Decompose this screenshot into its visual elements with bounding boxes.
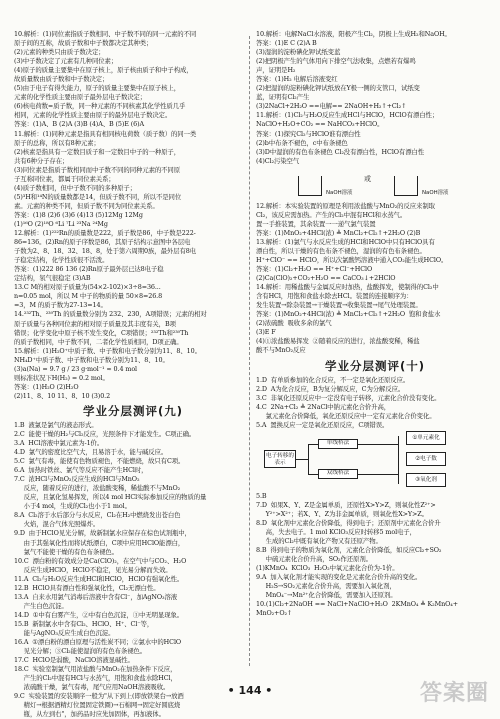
right-answers-block-4 <box>256 492 494 619</box>
answer-line: (4)①浓盐酸易挥发 ②随着反应的进行，浓盐酸变稀，稀盐 <box>256 337 420 346</box>
answer-line: 5.C 氯气有毒，能使有色物质褪色，不能燃烧，故只有C项。 <box>14 457 185 466</box>
answer-line: (2)元素的种类只由质子数决定； <box>14 48 105 57</box>
answer-line: 答案：(1)MnO₂+4HCl(浓) ≜ MnCl₂+Cl₂↑+2H₂O 饱和食盐水 <box>256 310 441 319</box>
answer-line: =3，M 的质子数为27-13=14。 <box>14 301 107 310</box>
answer-line: n=0.05 mol，所以 M 中子的物质的量 50×8=26.8 <box>14 292 163 301</box>
answer-line: 2.D A为化合反应，B为复分解反应，C为分解反应。 <box>256 384 405 393</box>
answer-line: 14.D ①中有白雾产生，②中有白色沉淀，③中无明显现象。 <box>14 610 184 619</box>
answer-line: 氯气不能使干燥的有色布条褪色。 <box>14 547 119 556</box>
answer-line: 9.A 加入氧化剂才能实现的变化是元素化合价升高的变化。 <box>256 573 422 582</box>
connector <box>358 474 398 475</box>
answer-line: 能与AgNO₃反应生成白色沉淀。 <box>14 629 115 637</box>
answer-line: 故质量数由质子数和中子数决定； <box>14 75 109 84</box>
answer-line: 原子的总称，所以有8种元素； <box>14 138 100 147</box>
answer-line: 反应，且氯化氢易挥发，所以4 mol HCl实际参加反应的物质的量 <box>14 493 207 502</box>
left-column <box>14 30 252 719</box>
answer-line: 由于其强氧化性而将试纸漂白，C项中应用HClO能漂白， <box>14 538 185 547</box>
answer-line: H₂S→SO₂元素化合价升高，需要加入氧化剂， <box>256 582 396 591</box>
answer-line: 17.C HClO是弱酸，NaClO溶液显碱性。 <box>14 656 134 665</box>
answer-line: MnO₂+O₂↑ <box>256 609 293 618</box>
answer-line: 12.解析：本实验装置的原理是利用浓盐酸与MnO₂的反应来制取 <box>256 201 435 210</box>
connector <box>308 444 318 445</box>
answer-line: 12.解析：(1)²²²Rn的质量数是222，质子数是86，中子数是222- <box>14 229 196 238</box>
answer-line: 精灯→根据酒精灯位置固定铁圈)→石棉网→固定好圆底烧 <box>14 701 181 710</box>
left-answers-block-1 <box>14 30 252 401</box>
answer-line: 7.D 如果X、Y、Z是金属单质，还原性X>Y>Z，则氧化性Z²⁺> <box>256 500 436 509</box>
answer-line: 6.A 加热时铁丝、氯气等反应不能产生HCl时， <box>14 466 148 475</box>
connector <box>308 444 309 474</box>
box-right-3: ③氧化剂 <box>406 473 446 487</box>
section-title-10: 学业分层测评(十) <box>324 358 425 373</box>
answer-line: (3)a(Na) = 9.7 g / 23 g·mol⁻¹ ≈ 0.4 mol <box>14 364 138 373</box>
page-number: • 144 • <box>227 684 273 697</box>
answer-line: 86=136。(2)Rn的原子序数是86，其原子结构示意图中各层电 <box>14 238 191 247</box>
connector <box>398 436 399 484</box>
connector <box>308 474 318 475</box>
answer-line: 答案：(1)8 (2)6 (3)6 (4)13 (5)12Mg 12Mg <box>14 210 143 219</box>
answer-line: 1.B 液氯是氯气的液态形式。 <box>14 420 98 429</box>
answer-line: 含有HCl，用饱和食盐水除去HCl。装置的连接顺序为： <box>256 292 413 301</box>
answer-line: (1)¹⁶O (2)¹⁸O ⁶Li ⁷Li ²³Na ²⁴Mg <box>14 219 108 228</box>
answer-line: NH₄D⁺中质子数、中子数和电子数分别为11、8、10。 <box>14 355 169 364</box>
answer-line: 答案：(1)探究Cl₂与HClO谁有漂白性 <box>256 129 361 138</box>
answer-line: 4.C 2Na+Cl₂ ≜ 2NaCl中钠元素化合价升高， <box>256 402 391 411</box>
answer-line: 11.解析：(1)Cl₂与H₂O反应生成HCl与HClO，HClO有漂白性； <box>256 111 439 120</box>
answer-line: 7.C 浓HCl与MnO₂反应生成的HCl与MnO₂ <box>14 475 140 484</box>
answer-line: 5.B <box>256 491 267 500</box>
right-answers-block-3 <box>256 376 494 430</box>
answer-line: Cl₂，该反应需加热。产生的Cl₂中混有HCl和水蒸气。 <box>256 210 407 219</box>
answer-line: 相同，元素的化学性质主要由原子的最外层电子数决定。 <box>14 111 172 120</box>
answer-line: 14.解析：用稀盐酸与金属反应时加热，盐酸挥发，使制得的Cl₂中 <box>256 283 439 292</box>
answer-line: (2)b中布条不褪色，c中布条褪色 <box>256 138 348 147</box>
answer-line: (4)质子数相同，但中子数不同的多种原子； <box>14 183 136 192</box>
answer-line: 子互称同位素，都属于同位素关系； <box>14 174 115 183</box>
answer-line: (5)³H和¹⁴N的质量数都是14，但质子数不同，所以不是同位 <box>14 192 182 201</box>
box-double-bridge: 双线桥法 <box>318 469 358 479</box>
answer-line: 3.C 非氧化还原反应中一定没有电子转移，元素化合价没有变化。 <box>256 393 441 402</box>
watermark: 答案圈 <box>420 681 490 706</box>
answer-line: 火焰，混合气体光照爆炸。 <box>14 520 100 529</box>
answer-line: (2)把阴极产生的气体用向下排空气法收集，点燃若有爆鸣 <box>256 57 416 66</box>
answer-line: 置一手推装置，其余装置一一递气氯气装置 <box>256 219 376 228</box>
answer-line: (2)核素是指具有一定数目质子和一定数目中子的一种原子， <box>14 147 181 156</box>
answer-line: 1.D 有单质参加的化合反应，不一定是氧化还原反应。 <box>256 375 410 384</box>
answer-line: 14.²³²Th、²³⁰Th 的质量数分别为 232、230，A项错误；元素的相对 <box>14 310 207 319</box>
answer-line: 2.C 能使干燥的H₂与Cl₂反应，光照条件下才能发生。C项正确。 <box>14 429 196 438</box>
section-title-9: 学业分层测评(九) <box>82 403 183 418</box>
answer-line: (1)KMnO₄ KClO₃ H₂O₂中氧元素化合价为-1价。 <box>256 564 399 573</box>
answer-line: 共有6种分子存在； <box>14 156 69 165</box>
answer-line: 发生装置→除杂装置→干燥装置→收集装置→尾气处理装置。 <box>256 301 422 310</box>
answer-line: (3)同位素是指质子数相同而中子数不同的同种元素的不同原 <box>14 165 181 174</box>
connector <box>296 459 308 460</box>
answer-line: 原子间的互称，故质子数和中子数都决定其种类； <box>14 39 153 48</box>
answer-line: 答案：(1)H₂ 电解后溶液变红 <box>256 75 338 84</box>
answer-line: 16.A ①漂白粉的漂白原理与活性炭不同；②氯水中的HClO <box>14 638 182 647</box>
answer-line: 反应，随着反应的进行，浓盐酸变稀，稀盐酸不与MnO₂ <box>14 484 181 493</box>
answer-line: 9.D 由于HClO见光分解，故新制氯水应保存在棕色试剂瓶中， <box>14 529 191 538</box>
or-label: 或 <box>364 174 371 183</box>
answer-line: 8.B 得到电子的物质为氧化剂，元素化合价降低，如反应Cl₂+SO₂ <box>256 546 442 555</box>
answer-line: 见光分解；③Cl₂能使湿润的有色布条褪色。 <box>14 647 147 656</box>
answer-line: 4.D 氯气的密度比空气大，且易溶于水，能与碱反应。 <box>14 448 168 457</box>
answer-line: 10.解析：(1)同位素指质子数相同、中子数不同的同一元素的不同 <box>14 30 197 38</box>
answer-line: (6)核电荷数=质子数，同一种元素的不同核素其化学性质几乎 <box>14 102 186 111</box>
answer-line: 5.A 置换反应一定是氧化还原反应，C项错误。 <box>256 420 389 429</box>
answer-line: 生成的Cl₂中既有氧化产物又有还原产物。 <box>256 537 382 546</box>
answer-line: 13.解析：(1)氯气与水反应生成的HCl和HClO中只有HClO具有 <box>256 237 435 246</box>
answer-line: 15.解析：(1)H₂O⁺中质子数、中子数和电子数分别为11、8、10。 <box>14 346 201 355</box>
answer-line: 答案：(1)H₂O (2)H₂O <box>14 382 79 391</box>
answer-line: (2)11、8、10 11、8、10 (3)0.2 <box>14 391 111 400</box>
answer-line: 声，证明是H₂ <box>256 66 296 75</box>
answer-line: 产生的Cl₂中混有HCl与水蒸气，用饱和食盐水除HCl， <box>14 674 177 683</box>
answer-line: 11.解析：(1)同种元素是指具有相同核电荷数（质子数）的同一类 <box>14 129 197 138</box>
answer-line: 11.A Cl₂与H₂O反应生成HCl和HClO，HClO有强氧化性。 <box>14 574 184 583</box>
right-answers-block-1 <box>256 30 494 166</box>
answer-line: 的质子数相同，中子数不同，二者化学性质相同，D项正确。 <box>14 337 183 346</box>
answer-line: 15.B 新制氯水中含有Cl₂、HClO、H⁺、Cl⁻等， <box>14 619 154 628</box>
answer-line: 中硫元素化合价升高，SO₂作还原剂。 <box>256 555 372 564</box>
answer-line: 12.B HClO具有漂白性和强氧化性，Cl₂无漂白性。 <box>14 583 160 592</box>
answer-line: 素。元素的种类不同，但质子数不同为同位素关系。 <box>14 201 159 210</box>
answer-line: 8.D 氧化剂中元素化合价降低，得到电子；还原剂中元素化合价升 <box>256 518 441 527</box>
answer-line: 18.C 实验室制氯气用浓盐酸与MnO₂在加热条件下反应， <box>14 665 177 674</box>
answer-line: 则标准状况下H(H₂) = 0.2 mol。 <box>14 373 109 382</box>
answer-line: 酸不与MnO₂反应 <box>256 346 306 355</box>
box-single-bridge: 单线桥法 <box>318 439 358 449</box>
left-answers-block-2 <box>14 421 252 719</box>
answer-line: (3)湿润的淀粉碘化钾试纸变蓝 <box>256 48 341 57</box>
answer-line: (3)中子数决定了元素有几种同位素； <box>14 57 118 66</box>
answer-line: 答案：(1)E C (2)A B <box>256 39 317 48</box>
answer-line: 浓硫酸干燥，氯气有毒，尾气应用NaOH溶液吸收。 <box>14 683 170 692</box>
answer-line: 13.A 自来水用氯气消毒后溶液中含有Cl⁻，加AgNO₃溶液 <box>14 592 178 601</box>
answer-line: 9.C 实验装置的安装顺序一般为"从下到上(即放铁架台→放酒 <box>14 692 184 701</box>
box-right-1: ①单元素化 <box>406 431 446 445</box>
answer-line: 答案：(1)Cl₂+H₂O == H⁺+Cl⁻+HClO <box>256 265 373 274</box>
beaker-label-b: NaOH溶液 <box>422 189 449 196</box>
answer-line: 10.C 漂白粉的有效成分是Ca(ClO)₂，在空气中与CO₂、H₂O <box>14 556 187 565</box>
beaker-label-a: NaOH溶液 <box>326 189 353 196</box>
answer-line: (2)浓硫酸 吸收多余的氯气 <box>256 319 332 328</box>
answer-line: 错误；化学变化中原子核不发生变化，C项错误；²³²Th和²³⁰Th <box>14 328 189 337</box>
answer-line: (4)原子的质量主要集中在原子核上，原子核由质子和中子构成， <box>14 66 193 75</box>
answer-line: 小于4 mol，生成的Cl₂也小于1 mol。 <box>14 502 131 511</box>
answer-line: (5)由于电子有得失能力，原子的质量主要集中在原子核上， <box>14 84 181 93</box>
answer-line: 子数为2、8、18、32、18、8，处于第六周期0族，最外层有8电 <box>14 247 197 256</box>
answer-line: H⁺+ClO⁻ == HClO，所以次氯酸钙溶液中通入CO₂能生成HClO。 <box>256 255 448 264</box>
beaker-a <box>298 176 322 196</box>
answer-line: 8.A Cl₂溶于水后部分与水反应，Cl₂在H₂中燃烧发出苍白色 <box>14 511 181 520</box>
answer-line: (3)D中湿润的有色布条褪色 Cl₂没有漂白性，HClO有漂白性 <box>256 147 425 156</box>
answer-line: 答案：(1)MnO₂+4HCl(浓) ≜ MnCl₂+Cl₂↑+2H₂O (2)B <box>256 228 421 237</box>
answer-line: 高，失去电子。1 mol KClO₃反应时转移5 mol电子， <box>256 527 416 536</box>
answer-line: 氯元素化合价降低，氧化还原反应中一定有元素化合价变化。 <box>256 411 436 420</box>
answer-line: (2)把湿润的淀粉碘化钾试纸放在Y极一侧的支管口，试纸变 <box>256 84 420 93</box>
answer-line: 漂白性，所以干燥的有色布条不褪色，湿润的有色布条褪色。 <box>256 246 426 255</box>
answer-line: 10.(1)Cl₂+2NaOH == NaCl+NaClO+H₂O 2KMnO₄ ≜ K₂MnO₄+ <box>256 600 458 609</box>
answer-line: 元素的化学性质主要由原子最外层电子数决定； <box>14 93 147 102</box>
answer-line: 原子质量与各种同位素的相对原子质量及其丰度有关，B项 <box>14 319 176 328</box>
right-column <box>256 30 494 618</box>
box-right-2: ②电子数 <box>406 452 446 466</box>
answer-line: 定结构，氡气很稳定 (3)AB <box>14 274 91 283</box>
box-electron-transfer: 电子转移的表示 <box>264 450 296 468</box>
answer-line: 答案：(1)A、B (2)A (3)B (4)A、B (5)E (6)A <box>14 120 145 129</box>
answer-line: (3)2NaCl+2H₂O ==电解== 2NaOH+H₂↑+Cl₂↑ <box>256 102 407 111</box>
answer-line: 蓝，证明有Cl₂产生 <box>256 93 310 102</box>
beaker-b <box>394 176 418 196</box>
answer-line: 答案：(1)222 86 136 (2)Rn原子最外层已达8电子稳 <box>14 265 164 274</box>
answer-line: 3.A HCl溶液中氯元素为-1价。 <box>14 439 104 448</box>
electron-transfer-diagram <box>256 430 494 492</box>
answer-line: 产生白色沉淀。 <box>14 601 68 610</box>
answer-line: 瓶，从左到右"，加药品时应先加固体，再加液体。 <box>14 710 165 719</box>
answer-line: NaClO+H₂O+CO₂ == NaHCO₃+HClO。 <box>256 120 384 129</box>
answer-line: 10.解析：电解NaCl水溶液，阳极产生Cl₂，阴极上生成H₂和NaOH。 <box>256 30 451 38</box>
right-answers-block-2 <box>256 202 494 356</box>
answer-line: (2)Ca(ClO)₂+CO₂+H₂O == CaCO₃↓+2HClO <box>256 274 396 283</box>
connector <box>358 444 398 445</box>
answer-line: 子稳定结构，化学性质很不活泼。 <box>14 256 109 265</box>
answer-line: (3)E F <box>256 328 276 337</box>
answer-line: 13.C M的相对原子质量为(54×2-102)×3÷8=36... <box>14 283 161 292</box>
beaker-diagram <box>256 166 494 202</box>
answer-line: 反应生成HClO，HClO不稳定，见光易分解而失效。 <box>14 565 172 574</box>
answer-line: MnO₄⁻→Mn²⁺化合价降低，需要加入还原剂。 <box>256 591 397 600</box>
answer-line: Y²⁺>X²⁺；若X、Y、Z为非金属单质，则氧化性X>Y>Z。 <box>256 509 428 518</box>
answer-line: (4)Cl₂污染空气 <box>256 156 300 165</box>
